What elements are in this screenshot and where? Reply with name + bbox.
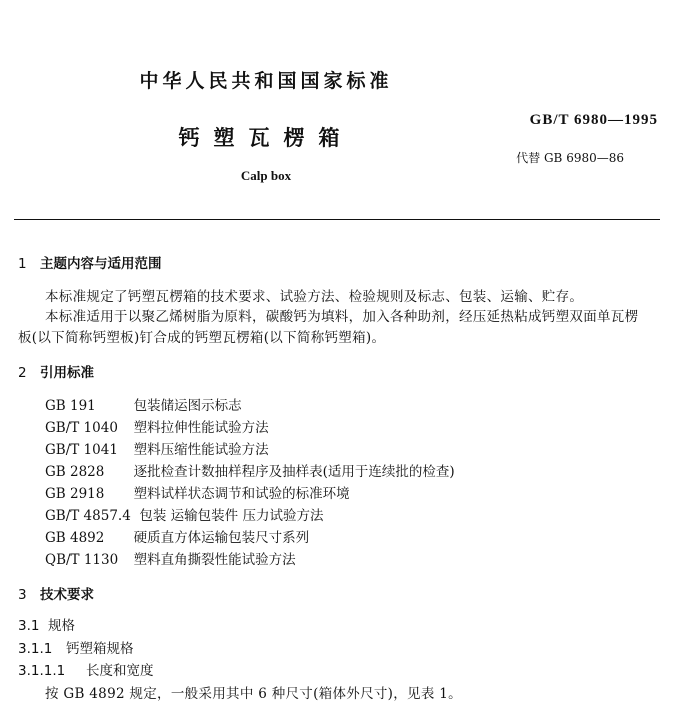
document-title: 钙塑瓦楞箱 [178, 126, 354, 150]
reference-code: GB 4892 [45, 530, 105, 546]
section-1-paragraph-2-line-2: 板(以下简称钙塑板)钉合成的钙塑瓦楞箱(以下简称钙塑箱)。 [18, 330, 386, 346]
reference-item [45, 394, 242, 414]
standard-org-heading: 中华人民共和国国家标准 [139, 70, 393, 92]
reference-title: 包装储运图示标志 [133, 398, 242, 414]
reference-title: 塑料试样状态调节和试验的标准环境 [133, 486, 350, 502]
section-number: 1 [18, 256, 27, 272]
section-1-paragraph-2-line-1: 本标准适用于以聚乙烯树脂为原料，碳酸钙为填料，加入各种助剂，经压延热粘成钙塑双面单瓦楞 [45, 309, 639, 325]
standard-code: GB/T 6980—1995 [529, 112, 658, 128]
reference-code: GB 2828 [45, 464, 105, 480]
section-1-heading [18, 252, 162, 272]
reference-title: 逐批检查计数抽样程序及抽样表(适用于连续批的检查) [133, 464, 455, 480]
subsection-3-1-1-1 [18, 659, 154, 679]
section-2-heading [18, 361, 94, 381]
reference-item [45, 504, 323, 524]
subsection-number: 3.1.1.1 [18, 663, 66, 679]
reference-title: 塑料拉伸性能试验方法 [133, 420, 269, 436]
subsection-title: 规格 [48, 618, 75, 634]
subsection-3-1-1-1-text: 按 GB 4892 规定，一般采用其中 6 种尺寸(箱体外尺寸)，见表 1。 [45, 686, 462, 702]
section-number: 2 [18, 365, 27, 381]
section-title: 技术要求 [40, 587, 94, 603]
reference-title: 塑料压缩性能试验方法 [133, 442, 269, 458]
reference-item [45, 460, 455, 480]
subsection-3-1 [18, 614, 75, 634]
subsection-number: 3.1.1 [18, 641, 53, 657]
reference-item [45, 548, 296, 568]
reference-code: GB/T 1041 [45, 442, 118, 458]
reference-code: GB/T 4857.4 [45, 508, 131, 524]
section-title: 引用标准 [40, 365, 94, 381]
subsection-title: 钙塑箱规格 [66, 641, 134, 657]
document-title-english: Calp box [240, 168, 292, 183]
header-divider [14, 219, 660, 220]
subsection-number: 3.1 [18, 618, 40, 634]
replaces-standard: 代替 GB 6980—86 [516, 151, 624, 165]
reference-code: GB 2918 [45, 486, 105, 502]
reference-code: QB/T 1130 [45, 552, 119, 568]
section-1-paragraph-1: 本标准规定了钙塑瓦楞箱的技术要求、试验方法、检验规则及标志、包装、运输、贮存。 [45, 289, 584, 305]
reference-item [45, 416, 269, 436]
reference-title: 硬质直方体运输包装尺寸系列 [133, 530, 310, 546]
reference-title: 塑料直角撕裂性能试验方法 [133, 552, 296, 568]
reference-item [45, 482, 350, 502]
section-number: 3 [18, 587, 27, 603]
section-3-heading [18, 583, 94, 603]
section-title: 主题内容与适用范围 [40, 256, 162, 272]
reference-item [45, 526, 309, 546]
subsection-title: 长度和宽度 [86, 663, 154, 679]
reference-code: GB 191 [45, 398, 96, 414]
reference-title: 包装 运输包装件 压力试验方法 [139, 508, 324, 524]
reference-code: GB/T 1040 [45, 420, 118, 436]
subsection-3-1-1 [18, 637, 134, 657]
reference-item [45, 438, 269, 458]
